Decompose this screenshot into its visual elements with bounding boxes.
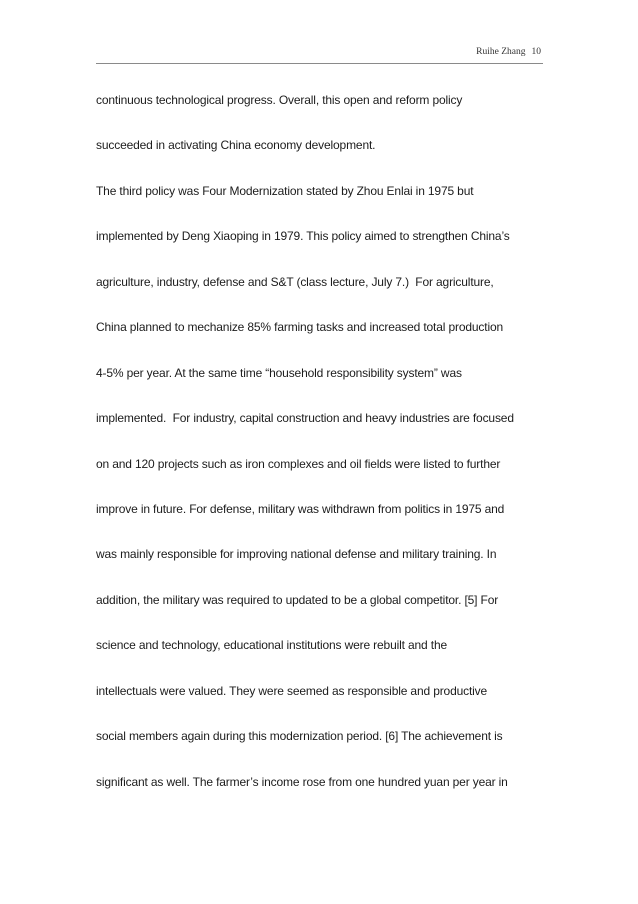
body-line: science and technology, educational institutions were rebuilt and the: [96, 638, 447, 653]
body-line: significant as well. The farmer’s income rose from one hundred yuan per year in: [96, 774, 508, 789]
body-line: social members again during this modernization period. [6] The achievement is: [96, 729, 503, 744]
body-line: was mainly responsible for improving national defense and military training. In: [96, 547, 497, 562]
header-divider: [96, 63, 543, 64]
header-page-number: 10: [531, 47, 541, 57]
body-line: The third policy was Four Modernization stated by Zhou Enlai in 1975 but: [96, 183, 474, 198]
body-line: intellectuals were valued. They were seemed as responsible and productive: [96, 683, 488, 698]
body-line: 4-5% per year. At the same time “household responsibility system” was: [96, 365, 462, 380]
body-line: improve in future. For defense, military was withdrawn from politics in 1975 and: [96, 501, 505, 516]
body-line: China planned to mechanize 85% farming tasks and increased total production: [96, 320, 504, 335]
body-text: [96, 78, 556, 805]
body-line: agriculture, industry, defense and S&T (class lecture, July 7.) For agriculture,: [96, 274, 494, 289]
body-line: implemented by Deng Xiaoping in 1979. This policy aimed to strengthen China’s: [96, 229, 510, 244]
body-line: implemented. For industry, capital construction and heavy industries are focused: [96, 411, 514, 426]
body-line: continuous technological progress. Overall, this open and reform policy: [96, 93, 463, 107]
header-author: Ruihe Zhang: [476, 47, 526, 57]
body-line: addition, the military was required to updated to be a global competitor. [5] For: [96, 592, 499, 607]
body-line: succeeded in activating China economy development.: [96, 138, 376, 153]
body-line: on and 120 projects such as iron complexes and oil fields were listed to further: [96, 456, 501, 471]
running-header: [476, 45, 541, 59]
